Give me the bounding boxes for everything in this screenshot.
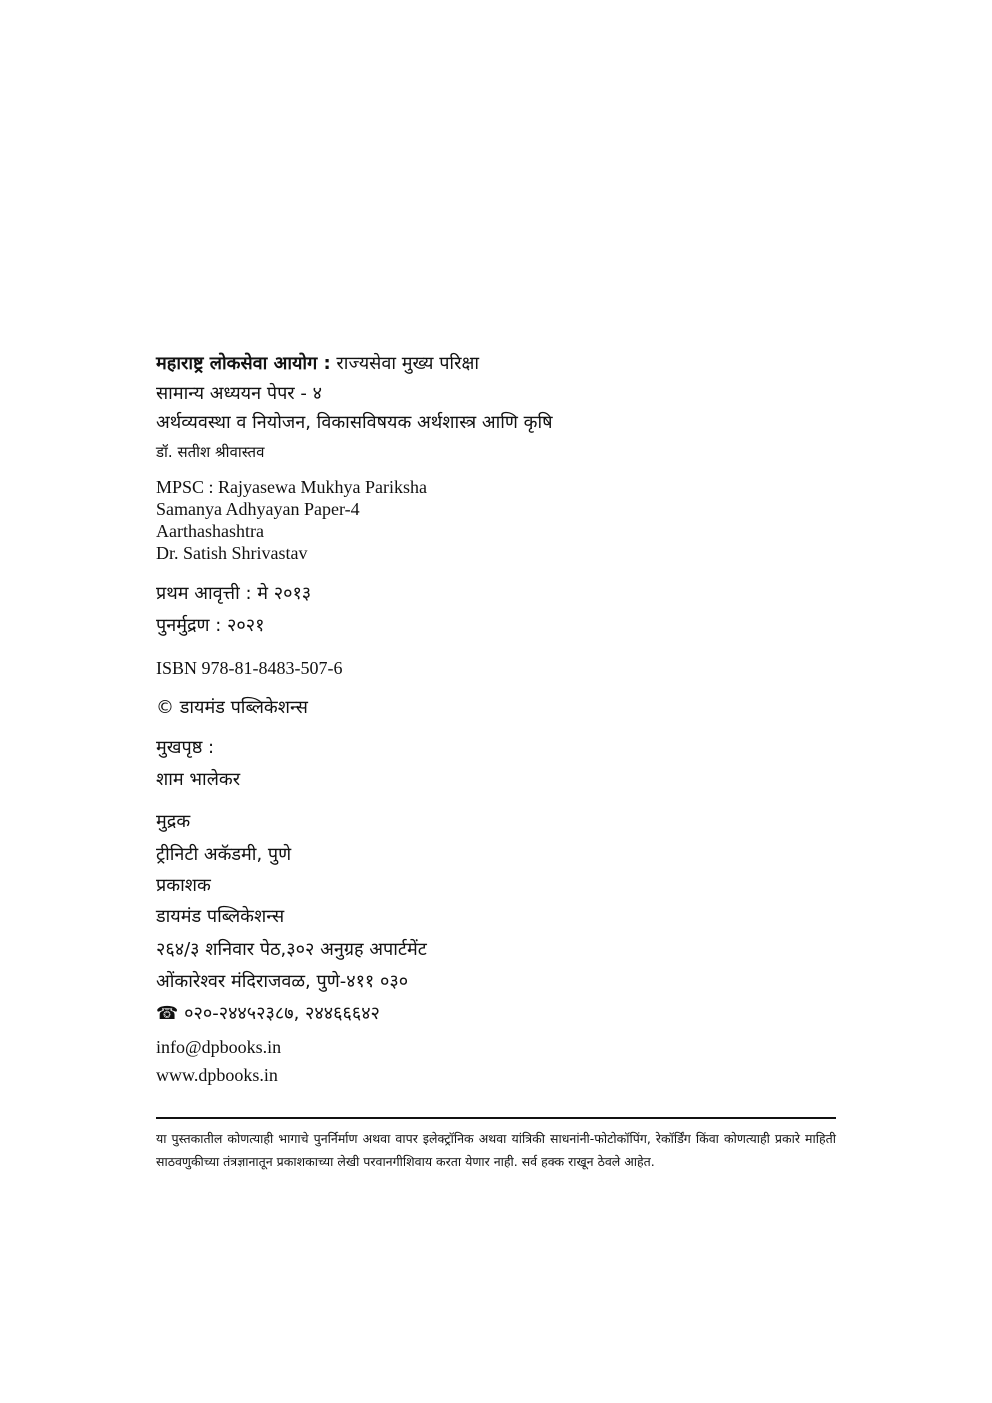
publisher-label: प्रकाशक bbox=[156, 875, 211, 896]
english-title-1: MPSC : Rajyasewa Mukhya Pariksha bbox=[156, 477, 427, 497]
isbn: ISBN 978-81-8483-507-6 bbox=[156, 658, 343, 678]
first-edition: प्रथम आवृत्ती : मे २०१३ bbox=[156, 583, 312, 604]
english-author: Dr. Satish Shrivastav bbox=[156, 543, 308, 563]
cover-label: मुखपृष्ठ : bbox=[156, 737, 215, 758]
publisher-address-1: २६४/३ शनिवार पेठ,३०२ अनुग्रह अपार्टमेंट bbox=[156, 939, 427, 960]
english-title-2: Samanya Adhyayan Paper-4 bbox=[156, 499, 360, 519]
english-title-3: Aarthashashtra bbox=[156, 521, 264, 541]
footer-divider bbox=[156, 1117, 836, 1119]
cover-artist: शाम भालेकर bbox=[156, 769, 241, 790]
publisher-email[interactable]: info@dpbooks.in bbox=[156, 1037, 282, 1057]
rights-notice: या पुस्तकातील कोणत्याही भागाचे पुनर्निर्माण अथवा वापर इलेक्ट्रॉनिक अथवा यांत्रिकी साधनांनी-फोटोकॉपिंग, रेकॉर्डिंग किंवा कोणत्याही प्रकारे माहिती साठवणुकीच्या तंत्रज्ञानातून प्रकाशकाच्या लेखी परवानगीशिवाय करता येणार नाही. सर्व हक्क राखून ठेवले आहेत. bbox=[156, 1131, 836, 1169]
publisher-phone: ☎ ०२०-२४४५२३८७, २४४६६६४२ bbox=[156, 1003, 380, 1024]
publisher-name: डायमंड पब्लिकेशन्स bbox=[156, 906, 285, 927]
copyright: © डायमंड पब्लिकेशन्स bbox=[156, 697, 308, 718]
title-org: महाराष्ट्र लोकसेवा आयोग : bbox=[156, 353, 331, 374]
reprint: पुनर्मुद्रण : २०२१ bbox=[156, 615, 265, 636]
printer-name: ट्रीनिटी अकॅडमी, पुणे bbox=[156, 844, 292, 865]
title-line-1 bbox=[156, 355, 479, 373]
title-exam: राज्यसेवा मुख्य परिक्षा bbox=[336, 353, 480, 374]
publisher-address-2: ओंकारेश्वर मंदिराजवळ, पुणे-४११ ०३० bbox=[156, 971, 409, 992]
publisher-website[interactable]: www.dpbooks.in bbox=[156, 1065, 278, 1085]
title-line-2: सामान्य अध्ययन पेपर - ४ bbox=[156, 383, 322, 404]
title-line-3: अर्थव्यवस्था व नियोजन, विकासविषयक अर्थशास्त्र आणि कृषि bbox=[156, 412, 553, 433]
printer-label: मुद्रक bbox=[156, 811, 191, 832]
author-marathi: डॉ. सतीश श्रीवास्तव bbox=[156, 443, 265, 461]
